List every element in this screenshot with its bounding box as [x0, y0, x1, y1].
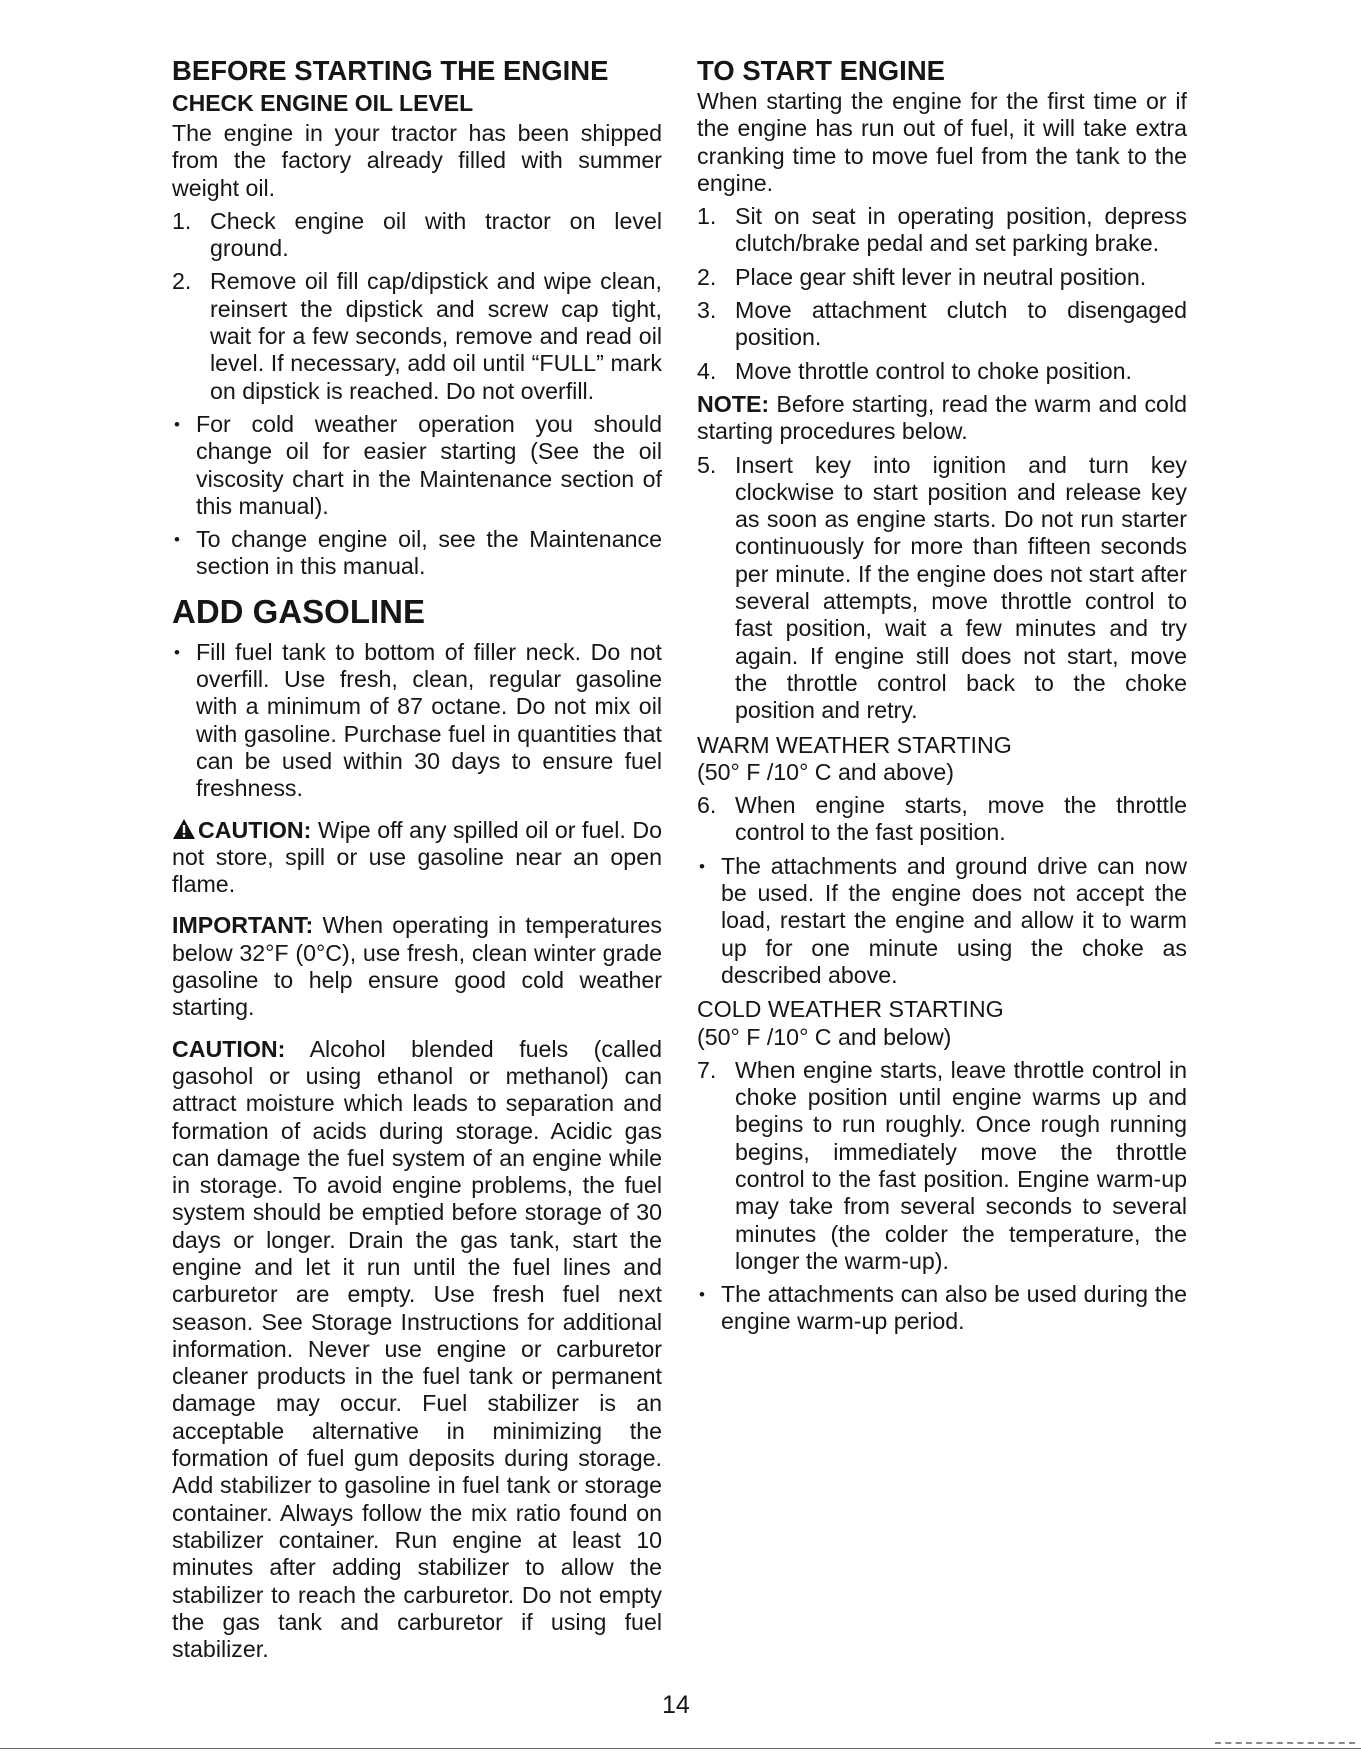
- step-text: Place gear shift lever in neutral position.: [735, 263, 1147, 290]
- step-text: Move throttle control to choke position.: [735, 357, 1132, 384]
- scan-marks: [1215, 1742, 1355, 1746]
- note-text: Before starting, read the warm and cold starting procedures below.: [697, 390, 1187, 445]
- start-intro-paragraph: When starting the engine for the first time or if the engine has run out of fuel, it will take extra cranking time to move fuel from the tank to the engine.: [697, 88, 1187, 196]
- subheading-check-oil: CHECK ENGINE OIL LEVEL: [172, 90, 474, 116]
- bullet-text: The attachments and ground drive can now be used. If the engine does not accept the load, restart the engine and allow it to warm up for one minute using the choke as described above.: [721, 852, 1187, 988]
- warm-weather-range: (50° F /10° C and above): [697, 758, 954, 785]
- warning-triangle-icon: [172, 818, 196, 840]
- bullet-text: For cold weather operation you should change oil for easier starting (See the oil viscosity chart in the Maintenance section of this manual).: [196, 410, 662, 519]
- step-number: 7.: [697, 1056, 717, 1083]
- warm-weather-heading: WARM WEATHER STARTING: [697, 731, 1012, 758]
- right-column: [697, 54, 1187, 1336]
- step-text: Insert key into ignition and turn key clockwise to start position and release key as soon as engine starts. Do not run starter continuously for more than fifteen seconds per minute. If the engine does not start after several attempts, move throttle control to fast position, wait a few minutes and try again. If engine still does not start, move the throttle control back to the choke position and retry.: [735, 451, 1187, 724]
- bottom-rule: [0, 1748, 1361, 1749]
- step-text: Check engine oil with tractor on level ground.: [210, 207, 662, 262]
- bullet-text: The attachments can also be used during the engine warm-up period.: [721, 1281, 1187, 1335]
- important-paragraph: [172, 912, 662, 1021]
- caution-spill-paragraph: [172, 817, 662, 899]
- cold-weather-heading: COLD WEATHER STARTING: [697, 996, 1004, 1023]
- step-number: 3.: [697, 297, 717, 324]
- note-paragraph: [697, 391, 1187, 446]
- step-text: When engine starts, leave throttle control in choke position until engine warms up and begins to run roughly. Once rough running begins, immediately move the throttle control to the fast position. Engine warm-up may take from several seconds to several minutes (the colder the temperature, the longer the warm-up).: [735, 1056, 1187, 1274]
- caution-alcohol-paragraph: [172, 1036, 662, 1664]
- start-step-3: [697, 297, 1187, 352]
- oil-bullet-change-oil: [172, 526, 662, 581]
- gasoline-bullet: [172, 639, 662, 803]
- bullet-dot: •: [699, 856, 705, 876]
- cold-weather-range: (50° F /10° C and below): [697, 1023, 952, 1050]
- page-number: 14: [662, 1691, 690, 1719]
- step-number: 1.: [172, 207, 192, 234]
- oil-intro-paragraph: The engine in your tractor has been shipped from the factory already filled with summer weight oil.: [172, 120, 662, 201]
- section-title-to-start-engine: TO START ENGINE: [697, 55, 946, 86]
- oil-bullet-cold-weather: [172, 411, 662, 520]
- step-number: 6.: [697, 792, 717, 819]
- bullet-dot: •: [699, 1285, 705, 1305]
- oil-step-1: [172, 208, 662, 263]
- oil-step-2: [172, 268, 662, 404]
- step-number: 1.: [697, 203, 717, 230]
- start-step-1: [697, 203, 1187, 258]
- section-title-add-gasoline: ADD GASOLINE: [172, 592, 426, 630]
- step-number: 2.: [172, 268, 192, 295]
- caution-label: CAUTION:: [198, 816, 312, 843]
- bullet-text: To change engine oil, see the Maintenance section in this manual.: [196, 526, 662, 580]
- section-title-before-starting: BEFORE STARTING THE ENGINE: [172, 55, 609, 86]
- bullet-dot: •: [174, 530, 180, 550]
- caution-text: Wipe off any spilled oil or fuel. Do not store, spill or use gasoline near an open flame.: [172, 816, 662, 898]
- note-label: NOTE:: [697, 390, 770, 417]
- step-number: 4.: [697, 357, 717, 384]
- bullet-dot: •: [174, 414, 180, 434]
- bullet-dot: •: [174, 642, 180, 662]
- warm-weather-bullet: [697, 853, 1187, 989]
- step-number: 5.: [697, 451, 717, 478]
- start-step-2: [697, 264, 1187, 291]
- start-step-7: [697, 1057, 1187, 1275]
- step-text: Move attachment clutch to disengaged position.: [735, 297, 1187, 351]
- step-number: 2.: [697, 263, 717, 290]
- start-step-6: [697, 792, 1187, 847]
- step-text: Sit on seat in operating position, depress clutch/brake pedal and set parking brake.: [735, 203, 1187, 257]
- caution-text: Alcohol blended fuels (called gasohol or using ethanol or methanol) can attract moisture which leads to separation and formation of acids during storage. Acidic gas can damage the fuel system of an engine while in storage. To avoid engine problems, the fuel system should be emptied before storage of 30 days or longer. Drain the gas tank, start the engine and let it run until the fuel lines and carburetor are empty. Use fresh fuel next season. See Storage Instructions for additional information. Never use engine or carburetor cleaner products in the fuel tank or permanent damage may occur. Fuel stabilizer is an acceptable alternative in minimizing the formation of fuel gum deposits during storage. Add stabilizer to gasoline in fuel tank or storage container. Always follow the mix ratio found on stabilizer container. Run engine at least 10 minutes after adding stabilizer to allow the stabilizer to reach the carburetor. Do not empty the gas tank and carburetor if using fuel stabilizer.: [172, 1035, 662, 1663]
- start-step-4: [697, 358, 1187, 385]
- left-column: [172, 54, 662, 1663]
- step-text: When engine starts, move the throttle control to the fast position.: [735, 792, 1187, 846]
- step-text: Remove oil fill cap/dipstick and wipe clean, reinsert the dipstick and screw cap tight, wait for a few seconds, remove and read oil level. If necessary, add oil until “FULL” mark on dipstick is reached. Do not overfill.: [210, 268, 662, 404]
- cold-weather-bullet: [697, 1281, 1187, 1336]
- important-label: IMPORTANT:: [172, 912, 314, 939]
- start-step-5: [697, 452, 1187, 725]
- caution-label: CAUTION:: [172, 1035, 286, 1062]
- bullet-text: Fill fuel tank to bottom of filler neck. Do not overfill. Use fresh, clean, regular gasoline with a minimum of 87 octane. Do not mix oil with gasoline. Purchase fuel in quantities that can be used within 30 days to ensure fuel freshness.: [196, 638, 662, 802]
- important-text: When operating in temperatures below 32°F (0°C), use fresh, clean winter grade gasoline to help ensure good cold weather starting.: [172, 912, 662, 1021]
